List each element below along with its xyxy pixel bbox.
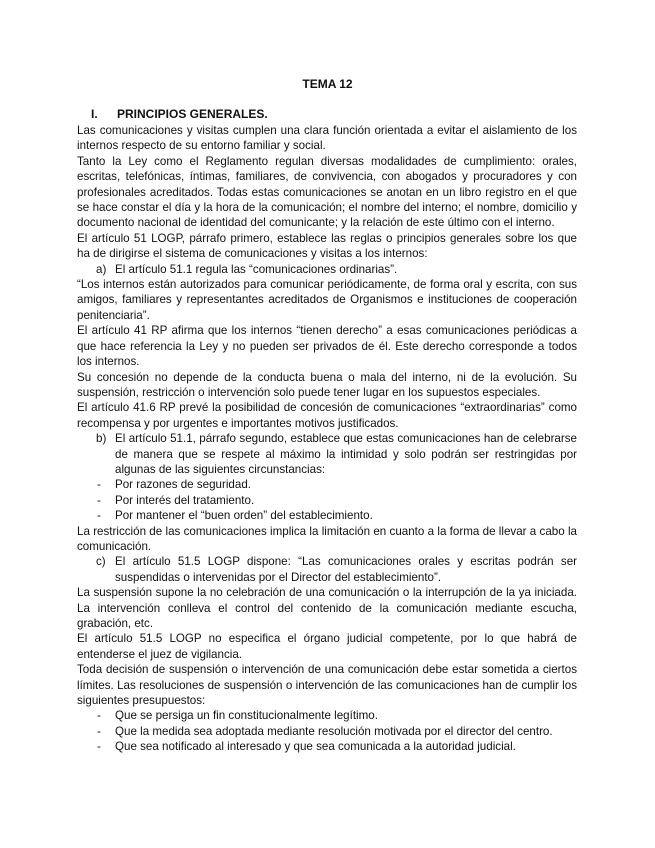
bullet-text: Por interés del tratamiento.	[115, 493, 255, 507]
bullet-item	[77, 724, 577, 739]
document-body	[77, 123, 577, 755]
bullet-marker: -	[97, 709, 101, 723]
bullet-text: Por razones de seguridad.	[115, 478, 251, 492]
bullet-text: Por mantener el “buen orden” del establecimiento.	[115, 509, 373, 523]
quote-paragraph: “Los internos están autorizados para comunicar periódicamente, de forma oral y escrita, con sus amigos, familiares y representantes acreditados de Organismos e instituciones de cooperación penitenciaria”.	[77, 278, 577, 322]
list-item-a	[77, 262, 577, 277]
bullet-item	[77, 739, 577, 754]
list-item-b	[77, 431, 577, 477]
paragraph: La restricción de las comunicaciones implica la limitación en cuanto a la forma de llevar a cabo la comunicación.	[77, 524, 577, 553]
list-item-c	[77, 554, 577, 585]
bullet-item	[77, 708, 577, 723]
bullet-marker: -	[97, 724, 101, 738]
bullet-text: Que sea notificado al interesado y que sea comunicada a la autoridad judicial.	[115, 740, 516, 754]
bullet-marker: -	[97, 493, 101, 507]
bullet-marker: -	[97, 478, 101, 492]
section-title: PRINCIPIOS GENERALES.	[117, 107, 268, 121]
paragraph: Tanto la Ley como el Reglamento regulan diversas modalidades de cumplimiento: orales, escritas, telefónicas, íntimas, familiares, de convivencia, con abogados y procuradores y con profesionales acreditados. Todas estas comunicaciones se anotan en un libro registro en el que se hace constar el día y la hora de la comunicación; el nombre del interno; el nombre, domicilio y documento nacional de identidad del comunicante; y la relación de este último con el interno.	[77, 154, 577, 230]
section-number: I.	[91, 107, 98, 121]
bullet-text: Que se persiga un fin constitucionalmente legítimo.	[115, 709, 378, 723]
bullet-item	[77, 493, 577, 508]
list-marker: c)	[96, 555, 106, 569]
document-title: TEMA 12	[302, 77, 353, 91]
paragraph: El artículo 41 RP afirma que los internos “tienen derecho” a esas comunicaciones periódicas a que hace referencia la Ley y no pueden ser privados de él. Este derecho corresponde a todos los internos.	[77, 324, 577, 369]
bullet-item	[77, 477, 577, 492]
bullet-item	[77, 508, 577, 523]
list-item-text: El artículo 51.5 LOGP dispone: “Las comunicaciones orales y escritas podrán ser suspendidas o intervenidas por el Director del establecimiento”.	[115, 555, 577, 584]
paragraph: Las comunicaciones y visitas cumplen una clara función orientada a evitar el aislamiento de los internos respecto de su entorno familiar y social.	[77, 124, 577, 153]
paragraph: La suspensión supone la no celebración de una comunicación o la interrupción de la ya iniciada. La intervención conlleva el control del contenido de la comunicación mediante escucha, grabación, etc.	[77, 586, 577, 630]
list-marker: b)	[96, 432, 107, 446]
bullet-text: Que la medida sea adoptada mediante resolución motivada por el director del centro.	[115, 724, 553, 738]
paragraph: Su concesión no depende de la conducta buena o mala del interno, ni de la evolución. Su suspensión, restricción o intervención solo puede tener lugar en los supuestos especiales.	[77, 370, 577, 399]
paragraph: El artículo 41.6 RP prevé la posibilidad de concesión de comunicaciones “extraordinarias” como recompensa y por urgentes e importantes motivos justificados.	[77, 401, 577, 430]
list-item-text: El artículo 51.1, párrafo segundo, establece que estas comunicaciones han de celebrarse de manera que se respete al máximo la intimidad y solo podrán ser restringidas por algunas de las siguientes circunstancias:	[115, 432, 577, 476]
paragraph: El artículo 51 LOGP, párrafo primero, establece las reglas o principios generales sobre los que ha de dirigirse el sistema de comunicaciones y visitas a los internos:	[77, 231, 577, 261]
list-item-text: El artículo 51.1 regula las “comunicaciones ordinarias”.	[115, 262, 398, 276]
paragraph: Toda decisión de suspensión o intervención de una comunicación debe estar sometida a ciertos límites. Las resoluciones de suspensión o intervención de las comunicaciones han de cumplir los siguientes presupuestos:	[77, 663, 577, 708]
paragraph: El artículo 51.5 LOGP no especifica el órgano judicial competente, por lo que habrá de entenderse el juez de vigilancia.	[77, 632, 577, 661]
section-heading	[91, 107, 268, 122]
bullet-marker: -	[97, 509, 101, 523]
bullet-marker: -	[97, 740, 101, 754]
list-marker: a)	[96, 262, 107, 276]
